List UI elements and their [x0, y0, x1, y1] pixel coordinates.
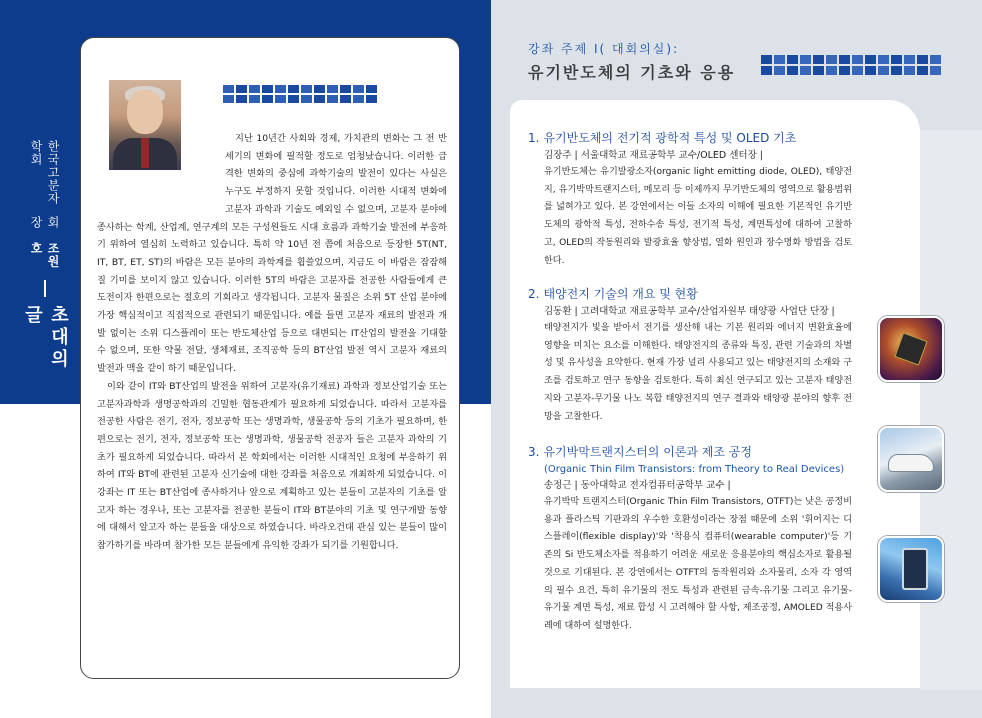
semiconductor-chip-image [878, 316, 944, 382]
letter-card [80, 37, 460, 679]
invitation-vertical-title [22, 140, 69, 380]
flexible-display-image [878, 536, 944, 602]
title-divider [44, 280, 47, 297]
lecture-number: 2. [528, 287, 540, 301]
lecture-heading [528, 286, 852, 302]
lecture-number: 3. [528, 445, 540, 459]
letter-paragraph: 이와 같이 IT와 BT산업의 발전을 위하여 고분자(유기재료) 과학과 정보산업기술 또는 고분자과학과 생명공학과의 긴밀한 협동관계가 필요하게 되었습니다. 따라서 고분자를 전공한 사람은 전기, 전자, 정보공학 또는 생명과학, 생물공학 등의 기초가 필요하며, 한편으로는 전기, 전자, 정보공학 또는 생명과학, 생물공학 전공자 들은 고분자 과학의 기초가 필요하게 되었습니다. 따라서 본 학회에서는 이러한 시대적인 요청에 부응하기 위하여 IT와 BT에 관련된 고분자 신기술에 대한 강좌를 처음으로 개최하게 되었습니다. 이 강좌는 IT 또는 BT산업에 종사하거나 앞으로 계획하고 있는 분들이 고분자의 기초를 알고자 하는 경우나, 또는 고분자를 전공한 분들이 IT와 BT분야의 기초 및 연구개발 동향에 대해서 알고자 하는 분들을 대상으로 하였습니다. 바라오건대 관심 있는 분들이 많이 참가하기를 바라며 참가한 모든 분들에게 유익한 강좌가 되기를 기원합니다. [97, 380, 447, 552]
right-strip [920, 130, 982, 690]
decorative-dot-pattern [223, 85, 377, 103]
letter-paragraph: 지난 10년간 사회와 경제, 가치관의 변화는 그 전 반세기의 변화에 필적할 정도로 엄청났습니다. 이러한 급격한 변화의 중심에 과학기술의 발전이 있다는 사실은 누구도 부정하지 못할 것입니다. 이러한 시대적 변화에 고분자 과학과 기술도 예외일 수 없으며, 고분자 분야에 종사하는 학계, 산업계, 연구계의 모든 구성원들도 시대 흐름과 과학기술 발전에 부응하기 위하여 열심히 노력하고 있습니다. 특히 약 10년 전 쯤에 처음으로 등장한 5T(NT, IT, BT, ET, ST)의 바람은 모든 분야의 과학계를 휩쓸었으며, 지금도 이 바람은 잠잠해질 기미를 보이지 않고 있습니다. 이러한 5T의 바람은 고분자를 전공한 사람들에게 큰 도전이자 한편으로는 절호의 기회라고 생각됩니다. 고분자 물질은 소위 5T 산업 분야에 가장 핵심적이고 직접적으로 관련되기 때문입니다. 예를 들면 고분자 재료의 발전과 개발 없이는 소위 디스플레이 또는 반도체산업 등으로 대변되는 IT산업의 발전을 기대할 수 없으며, 또한 약물 전달, 생체재료, 조직공학 등의 BT산업 발전 역시 고분자 재료의 발전과 맥을 같이 하기 때문입니다. [97, 133, 447, 375]
lecture-section-2 [528, 286, 852, 426]
lecture-author: 김장주 | 서울대학교 재료공학부 교수/OLED 센터장 | [544, 150, 763, 161]
lecture-description: 유기박막 트랜지스터(Organic Thin Film Transistors, OTFT)는 낮은 공정비용과 플라스틱 기판과의 우수한 호환성이라는 장점 때문에 소위 '휘어지는 디스플레이(flexible display)'와 '착용식 컴퓨터(wearable computer)'등 기존의 Si 반도체소자를 적용하기 어려운 새로운 응용분야의 핵심소자로 활용될 것으로 기대된다. 본 강연에서는 OTFT의 동작원리와 소자물리, 소자 각 영역의 필수 요건, 특히 유기물의 전도 특성과 관련된 금속-유기물 그리고 유기물-유기물 계면 특성, 재료 합성 시 고려해야 할 사항, 제조공정, AMOLED 적용사례에 대하여 설명한다. [544, 497, 852, 631]
letter-body [97, 130, 447, 555]
lecture-section-1 [528, 130, 852, 270]
lecture-title: 유기박막트랜지스터의 이론과 제조 공정 [543, 445, 752, 459]
author-role: 회장 [29, 215, 60, 229]
lecture-title: 태양전지 기술의 개요 및 현황 [543, 287, 698, 301]
lecture-description: 태양전지가 빛을 받아서 전기를 생산해 내는 기본 원리와 에너지 변환효율에 영향을 미치는 요소를 이해한다. 태양전지의 종류와 특징, 관련 기술과의 차별성 및 유사성을 요약한다. 현재 가장 널리 사용되고 있는 태양전지의 소재와 구조를 검토하고 연구 동향을 검토한다. 특히 최신 연구되고 있는 고분자 태양전지와 고분자-무기물 나노 복합 태양전지의 연구 결과와 태양광 분야의 향후 전망을 고찰한다. [544, 323, 852, 422]
lecture-author: 송정근 | 동아대학교 전자컴퓨터공학부 교수 | [544, 480, 731, 491]
course-label: 강좌 주제 Ⅰ( 대회의실): [528, 42, 680, 56]
author-org: 한국고분자학회 [29, 140, 60, 205]
lecture-subtitle: (Organic Thin Film Transistors: from Theory to Real Devices) [544, 464, 845, 475]
lecture-description: 유기반도체는 유기발광소자(organic light emitting diode, OLED), 태양전지, 유기박막트랜지스터, 메모리 등 이제까지 무기반도체의 영역으로 활용범위를 넓혀가고 있다. 본 강연에서는 이들 소자의 이해에 필요한 기본적인 유기반도체의 광학적 특성, 전하수송 특성, 전기적 특성, 계면특성에 대하여 고찰하고, OLED의 작동원리와 발광효율 향상법, 열화 원인과 장수명화 방법을 검토한다. [544, 167, 852, 266]
course-title: 유기반도체의 기초와 응용 [528, 63, 736, 82]
lecture-author: 김동환 | 고려대학교 재료공학부 교수/산업자원부 태양광 사업단 단장 | [544, 306, 835, 317]
lecture-section-3 [528, 444, 852, 636]
header-dot-pattern [761, 55, 941, 75]
lecture-number: 1. [528, 131, 540, 145]
lecture-heading [528, 444, 852, 460]
invitation-heading: 초대의 글 [22, 304, 69, 371]
lecture-title: 유기반도체의 전기적 광학적 특성 및 OLED 기초 [543, 131, 797, 145]
author-name: 조원호 [29, 241, 60, 268]
solar-car-image [878, 426, 944, 492]
lecture-heading [528, 130, 852, 146]
